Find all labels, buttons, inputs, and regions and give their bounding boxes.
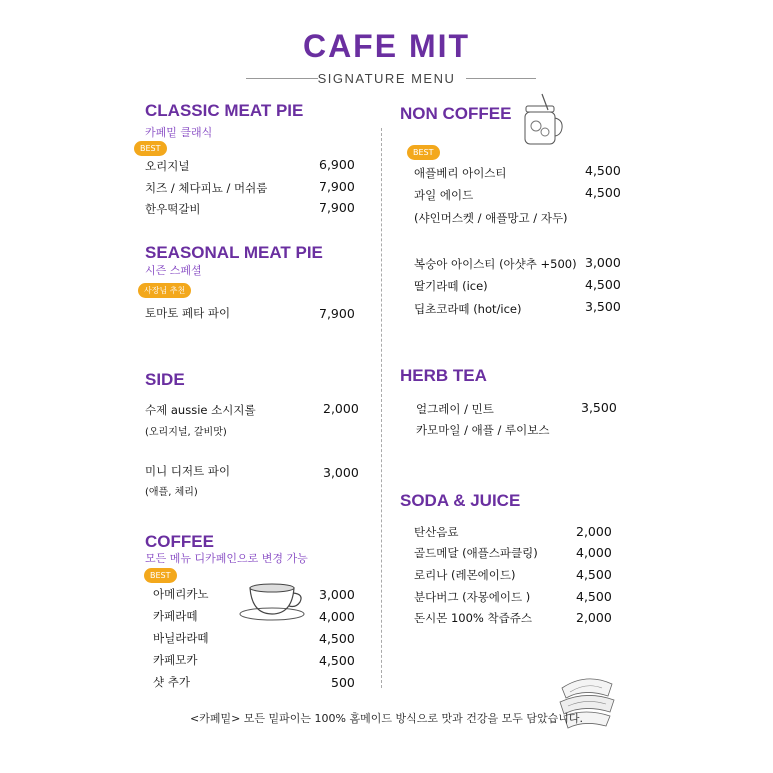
menu-item-name: 수제 aussie 소시지롤 xyxy=(145,403,256,417)
section-title-herbtea: HERB TEA xyxy=(400,366,487,385)
coffee-cup-icon xyxy=(238,578,308,622)
menu-item-price: 2,000 xyxy=(576,610,612,625)
menu-item-price: 4,500 xyxy=(319,631,355,646)
menu-item-price: 4,000 xyxy=(319,609,355,624)
footer-note: <카페밑> 모든 밑파이는 100% 홈메이드 방식으로 맛과 건강을 모두 담았습니다. xyxy=(190,712,583,725)
menu-item-note: (애플, 체리) xyxy=(145,487,198,498)
menu-item-name: 아메리카노 xyxy=(153,587,209,601)
menu-item-name: 과일 에이드 xyxy=(414,188,474,202)
recommend-badge: 사장님 추천 xyxy=(138,283,191,298)
menu-item-price: 4,500 xyxy=(576,567,612,582)
menu-item-price: 4,500 xyxy=(576,589,612,604)
menu-item-name: 분다버그 (자몽에이드 ) xyxy=(414,590,531,604)
section-title-classic: CLASSIC MEAT PIE xyxy=(145,101,304,120)
menu-item-name: 복숭아 아이스티 (아샷추 +500) xyxy=(414,257,577,271)
section-title-soda: SODA & JUICE xyxy=(400,491,521,510)
menu-subtitle: SIGNATURE MENU xyxy=(317,71,456,86)
menu-item-name: 얼그레이 / 민트 xyxy=(416,402,494,416)
menu-item-price: 4,500 xyxy=(585,185,621,200)
section-title-coffee: COFFEE xyxy=(145,532,214,551)
menu-item-price: 3,500 xyxy=(585,299,621,314)
mason-jar-icon xyxy=(518,90,566,148)
best-badge: BEST xyxy=(134,141,167,156)
column-divider xyxy=(381,128,383,688)
cafe-title: CAFE MIT xyxy=(302,28,471,64)
section-sub-coffee: 모든 메뉴 디카페인으로 변경 가능 xyxy=(145,552,308,565)
menu-item-price: 6,900 xyxy=(319,157,355,172)
section-title-noncoffee: NON COFFEE xyxy=(400,104,512,123)
menu-item-price: 7,900 xyxy=(319,200,355,215)
menu-item-name: 골드메달 (애플스파클링) xyxy=(414,546,538,560)
best-badge: BEST xyxy=(407,145,440,160)
menu-item-name: 카페모카 xyxy=(153,653,198,667)
best-badge: BEST xyxy=(144,568,177,583)
menu-item-price: 2,000 xyxy=(576,524,612,539)
menu-item-name: 딸기라떼 (ice) xyxy=(414,279,488,293)
menu-item-price: 7,900 xyxy=(319,306,355,321)
menu-item-price: 4,000 xyxy=(576,545,612,560)
menu-item-name: 카페라떼 xyxy=(153,609,198,623)
menu-item-name: 샷 추가 xyxy=(153,675,190,689)
menu-item-price: 3,000 xyxy=(323,465,359,480)
menu-item-name: 토마토 페타 파이 xyxy=(145,306,231,320)
section-title-side: SIDE xyxy=(145,370,185,389)
menu-item-name: 치즈 / 체다피뇨 / 머쉬룸 xyxy=(145,181,268,195)
menu-item-name: 카모마일 / 애플 / 루이보스 xyxy=(416,423,550,437)
title-rule-right xyxy=(466,78,536,79)
section-sub-classic: 카페밑 클래식 xyxy=(145,126,213,139)
menu-item-name: 한우떡갈비 xyxy=(145,202,201,216)
menu-item-name: 돈시몬 100% 착즙쥬스 xyxy=(414,611,532,625)
menu-item-name: 오리지널 xyxy=(145,159,190,173)
menu-item-price: 500 xyxy=(331,675,355,690)
menu-item-name: 애플베리 아이스티 xyxy=(414,166,507,180)
menu-item-name: 미니 디저트 파이 xyxy=(145,464,231,478)
menu-item-name: 로리나 (레몬에이드) xyxy=(414,568,516,582)
menu-item-price: 4,500 xyxy=(585,163,621,178)
section-title-seasonal: SEASONAL MEAT PIE xyxy=(145,243,323,262)
menu-item-price: 7,900 xyxy=(319,179,355,194)
menu-item-name: 탄산음료 xyxy=(414,525,459,539)
menu-item-price: 2,000 xyxy=(323,401,359,416)
menu-item-name: 딥초코라떼 (hot/ice) xyxy=(414,302,522,316)
section-sub-seasonal: 시즌 스페셜 xyxy=(145,264,202,277)
menu-item-price: 3,500 xyxy=(581,400,617,415)
menu-item-price: 3,000 xyxy=(585,255,621,270)
menu-item-price: 4,500 xyxy=(319,653,355,668)
menu-item-price: 3,000 xyxy=(319,587,355,602)
menu-item-name: 바닐라라떼 xyxy=(153,631,209,645)
menu-item-name: (샤인머스켓 / 애플망고 / 자두) xyxy=(414,211,568,225)
menu-item-price: 4,500 xyxy=(585,277,621,292)
menu-item-note: (오리지널, 갈비맛) xyxy=(145,427,227,438)
